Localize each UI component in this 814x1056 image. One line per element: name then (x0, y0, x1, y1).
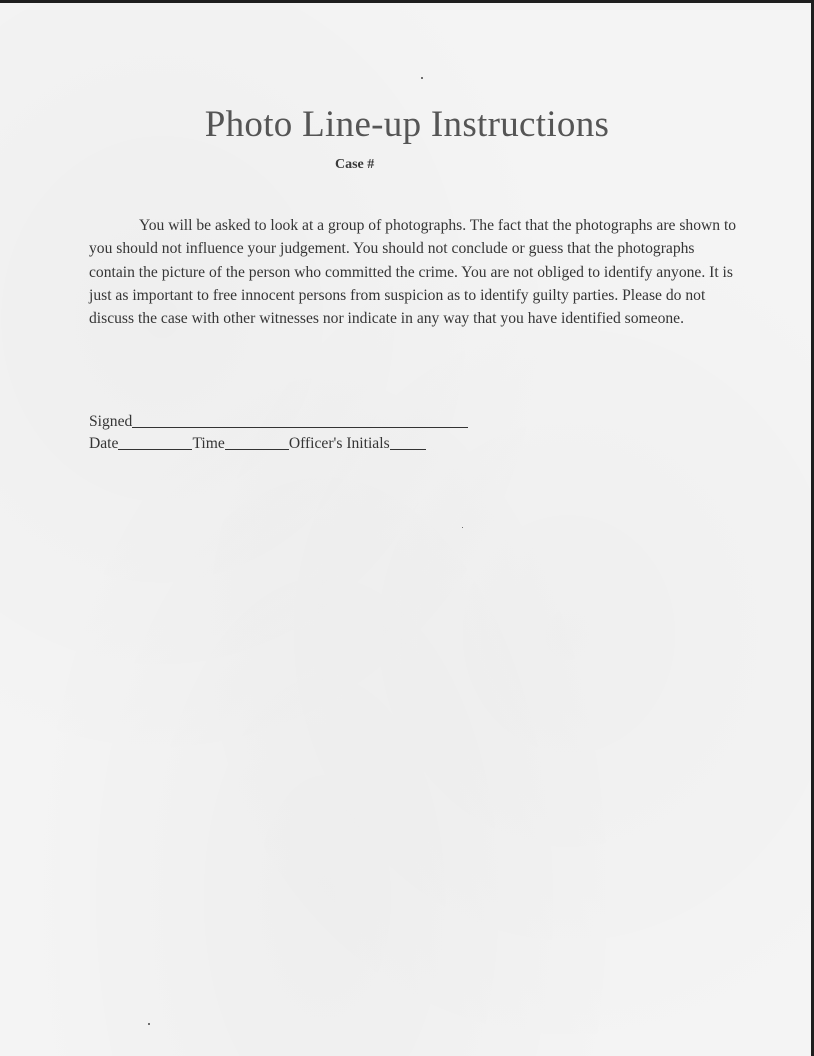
signature-row (89, 412, 468, 431)
scan-speck (462, 527, 463, 528)
time-blank[interactable] (225, 434, 289, 450)
scan-speck (148, 1023, 150, 1025)
officer-initials-label: Officer's Initials (288, 435, 390, 452)
officer-initials-blank[interactable] (390, 434, 426, 450)
signed-label: Signed (89, 413, 133, 430)
scan-speck (421, 77, 423, 79)
instructions-paragraph: You will be asked to look at a group of photographs. The fact that the photographs are shown to you should not influence your judgement. You should not conclude or guess that the photographs contain the picture of the person who committed the crime. You are not obliged to identify anyone. It is just as important to free innocent persons from suspicion as to identify guilty parties. Please do not discuss the case with other witnesses nor indicate in any way that you have identified someone. (89, 217, 737, 328)
date-label: Date (89, 435, 119, 452)
case-number-label: Case # (335, 157, 375, 172)
date-time-row (89, 434, 426, 453)
signature-blank[interactable] (132, 412, 468, 428)
document-title: Photo Line-up Instructions (204, 104, 610, 145)
date-blank[interactable] (118, 434, 192, 450)
time-label: Time (192, 435, 225, 452)
